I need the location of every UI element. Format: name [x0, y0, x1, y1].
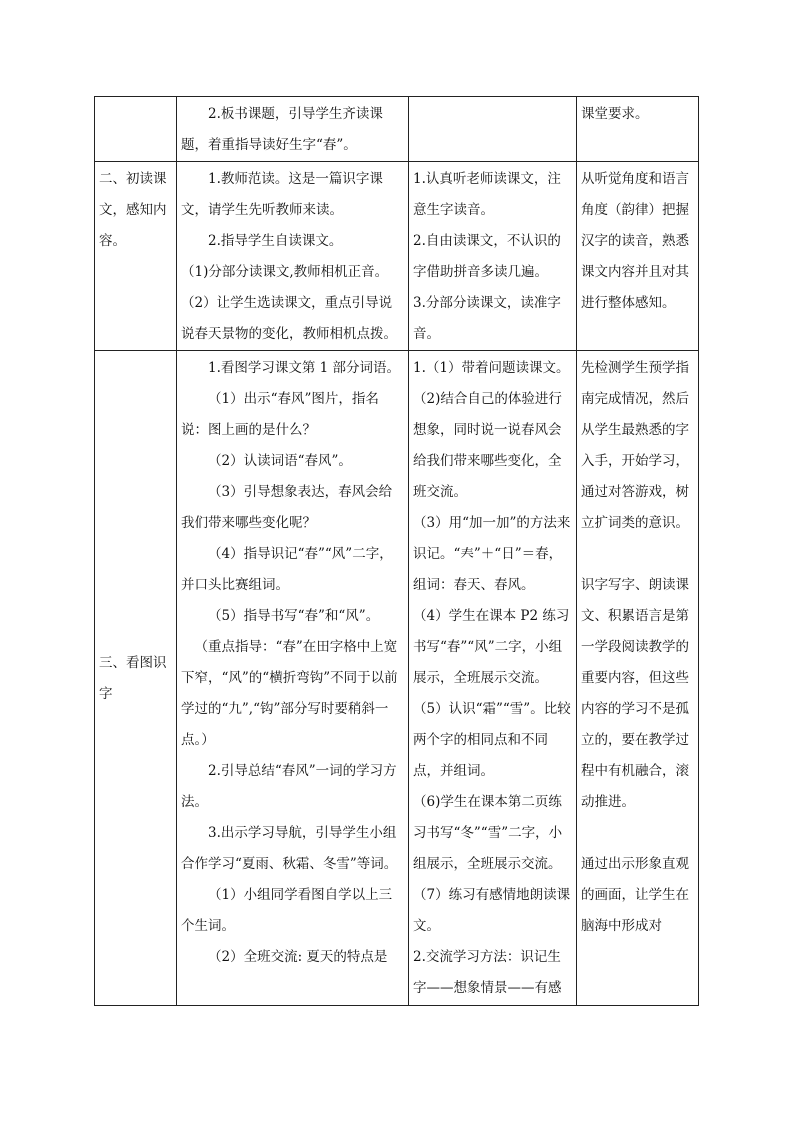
spacer	[581, 539, 694, 570]
teacher-step: （重点指导：“春”在田字格中上宽下窄，“风”的“横折弯钩”不同于以前学过的“九”,“钩”部分写时要稍斜一点。）	[181, 639, 398, 748]
teacher-activity-cell	[177, 351, 409, 1006]
student-step: （5）认识“霜”“雪”。比较两个字的相同点和不同点，并组词。	[413, 701, 571, 779]
student-activity-cell	[409, 162, 577, 351]
teacher-step: 2.引导总结“春风”一词的学习方法。	[181, 763, 397, 810]
table-row	[95, 162, 699, 351]
design-intent-cell	[577, 162, 699, 351]
student-step: （3）用“加一加”的方法来识记。“𡗗”＋“日”＝春，组词：春天、春风。	[413, 515, 571, 593]
intent-text: 从听觉角度和语言角度（韵律）把握汉字的读音，熟悉课文内容并且对其进行整体感知。	[581, 171, 689, 311]
student-step: 1.（1）带着问题读课文。	[413, 360, 570, 376]
intent-text: 识字写字、朗读课文、积累语言是第一学段阅读教学的重要内容，但这些内容的学习不是孤立的，要在教学过程中有机融合，滚动推进。	[581, 577, 689, 810]
intent-text: 通过出示形象直观的画面，让学生在脑海中形成对	[581, 856, 689, 934]
teacher-step: 3.出示学习导航，引导学生小组合作学习“夏雨、秋霜、冬雪”等词。	[181, 825, 398, 872]
design-intent-cell	[577, 97, 699, 162]
teacher-step: （2）让学生选读课文，重点引导说说春天景物的变化，教师相机点拨。	[181, 295, 397, 342]
teacher-step: （1）小组同学看图自学以上三个生词。	[181, 887, 393, 934]
teacher-step: （2）全班交流: 夏天的特点是	[208, 949, 388, 965]
teacher-activity-cell	[177, 162, 409, 351]
student-step: （7）练习有感情地朗读课文。	[413, 887, 571, 934]
student-activity-cell	[409, 97, 577, 162]
teacher-step: 1.教师范读。这是一篇识字课文，请学生先听教师来读。	[181, 171, 383, 218]
stage-label: 二、初读课文，感知内容。	[99, 171, 167, 249]
student-step: 2.交流学习方法：识记生字——想象情景——有感	[413, 949, 562, 996]
stage-cell	[95, 351, 177, 1006]
lesson-plan-table	[94, 96, 699, 1006]
stage-cell	[95, 162, 177, 351]
design-intent-cell	[577, 351, 699, 1006]
table-row	[95, 351, 699, 1006]
teacher-activity-cell	[177, 97, 409, 162]
teacher-step: （5）指导书写“春”和“风”。	[208, 608, 380, 624]
teacher-step: （1）出示“春风”图片，指名说：图上画的是什么？	[181, 391, 379, 438]
teacher-step: 2.板书课题，引导学生齐读课题，着重指导读好生字“春”。	[181, 106, 383, 153]
student-step: 1.认真听老师读课文，注意生字读音。	[413, 171, 561, 218]
student-step: （2)结合自己的体验进行想象，同时说一说春风会给我们带来哪些变化，全班交流。	[413, 391, 562, 500]
intent-text: 先检测学生预学指南完成情况，然后从学生最熟悉的字入手，开始学习，通过对答游戏，树立扩词类的意识。	[581, 360, 689, 531]
spacer	[581, 818, 694, 849]
student-activity-cell	[409, 351, 577, 1006]
stage-label: 三、看图识字	[99, 655, 167, 702]
teacher-step: （1)分部分读课文,教师相机正音。	[181, 264, 389, 280]
teacher-step: （2）认读词语“春风”。	[208, 453, 352, 469]
table-row	[95, 97, 699, 162]
teacher-step: （4）指导识记“春”“风”二字，并口头比赛组词。	[181, 546, 393, 593]
student-step: （6)学生在课本第二页练习书写“冬”“雪”二字，小组展示，全班展示交流。	[413, 794, 563, 872]
intent-text: 课堂要求。	[581, 106, 649, 122]
teacher-step: 2.指导学生自读课文。	[208, 233, 343, 249]
stage-cell	[95, 97, 177, 162]
student-step: 3.分部分读课文，读准字音。	[413, 295, 561, 342]
student-step: （4）学生在课本 P2 练习书写“春”“风”二字，小组展示，全班展示交流。	[413, 608, 570, 686]
student-step: 2.自由读课文，不认识的字借助拼音多读几遍。	[413, 233, 561, 280]
teacher-step: 1.看图学习课文第 1 部分词语。	[208, 360, 401, 376]
teacher-step: （3）引导想象表达，春风会给我们带来哪些变化呢？	[181, 484, 393, 531]
